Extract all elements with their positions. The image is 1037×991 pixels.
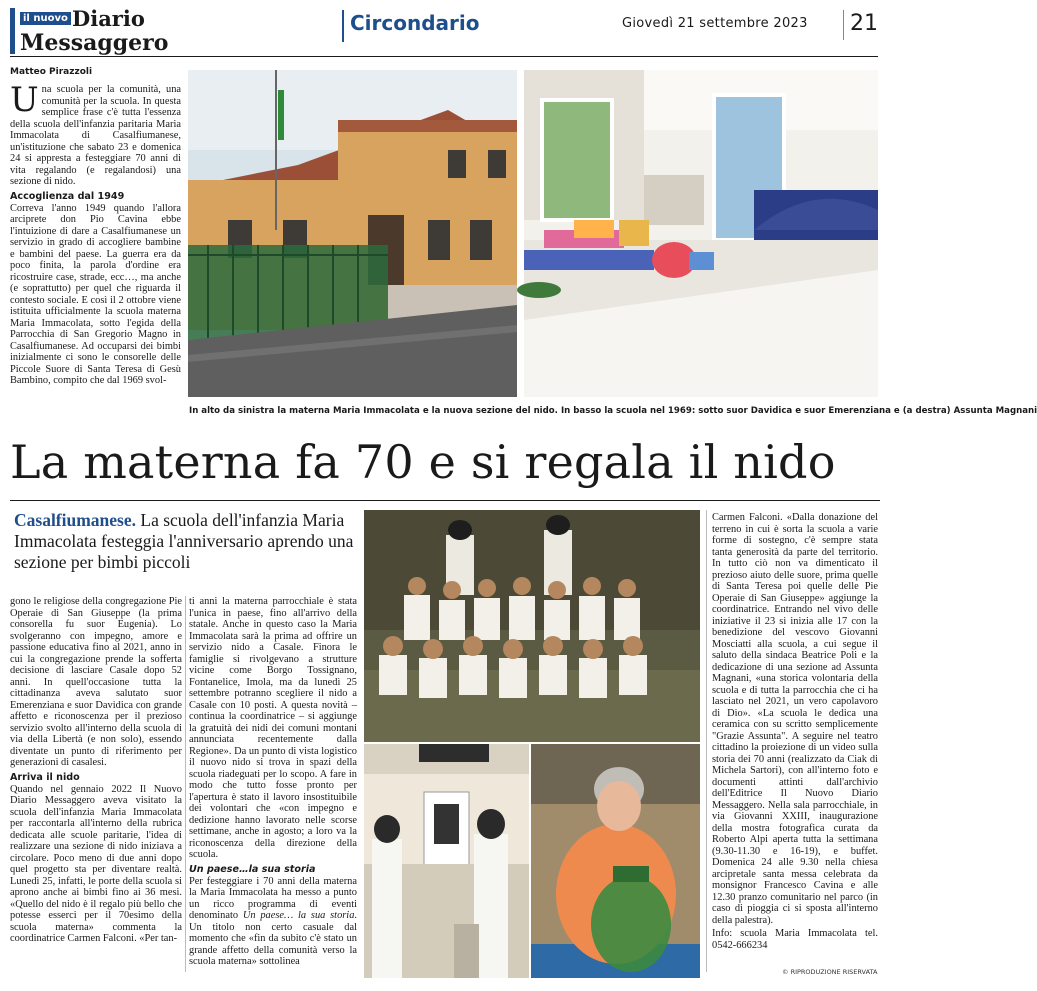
intro-column: [10, 80, 181, 422]
dropcap: U: [10, 80, 39, 120]
col2-p2b: . Un titolo non certo casuale dal momento che «fin da subito c'è stato un grande affetto della comunità verso la scuola materna» sottolinea: [189, 910, 357, 967]
subheading-storia: Un paese…la sua storia: [189, 863, 316, 875]
col2-p2em: Un paese… la sua storia: [242, 910, 355, 921]
col1-paragraph-2: Quando nel gennaio 2022 Il Nuovo Diario Messaggero aveva visitato la scuola dell'infanzia Maria Immacolata per raccontarla all'interno della rubrica dedicata alle scuole paritarie, l'idea di realizzare una sezione di nido iniziava a circolare. Poco meno di due anni dopo quel progetto sta per diventare realtà. Lunedì 25, infatti, le porte della scuola si aprono anche ai bimbi fino ai 36 mesi. «Quello del nido è il regalo più bello che potesse esserci per il 70esimo della scuola materna» commenta la coordinatrice Carmen Falconi. «Per tan-: [10, 783, 182, 944]
class-1969-illustration: [364, 510, 700, 742]
masthead-small: il nuovo: [20, 12, 71, 25]
photo-nido-room: [524, 70, 878, 397]
subheadline-text: La scuola dell'infanzia Maria Immacolata festeggia l'anniversario aprendo una sezione per bimbi piccoli: [14, 510, 354, 572]
page-separator: [843, 10, 844, 40]
masthead-diario: Diario: [72, 6, 145, 31]
col2-paragraph-2: [189, 876, 357, 968]
column-2: [189, 596, 357, 972]
nuns-illustration: [364, 744, 529, 978]
subheading-nido: Arriva il nido: [10, 771, 80, 783]
section-separator: [342, 10, 344, 42]
col3-paragraph-1: Carmen Falconi. «Dalla donazione del terreno in cui è sorta la scuola a varie forme di sostegno, c'è sempre stata tanta generosità da parte del territorio. In tutto ciò non va dimenticato il prezioso aiuto delle suore, prima quelle di Santa Teresa poi quelle delle Pie Operaie di San Giuseppe» aggiunge la coordinatrice. Entrando nel vivo delle iniziative il 23 si inizia alle 17 con la benedizione del vescovo Giovanni Mosciatti alla scuola, a cui segue il saluto della sindaca Beatrice Poli e la dedicazione di una sezione ad Assunta Magnani, «una storica volontaria della scuola e di tutta la parrocchia che ci ha lasciato nel 2021, un vero capolavoro di Dio». «La scuola le dedica una ceramica con su scritto semplicemente "Grazie Assunta". A seguire nel teatro cittadino la proiezione di un video sulla storia dei 70 anni (realizzato da Ciak di Michela Sartori), con all'interno foto e documenti attinti dall'archivio dell'Editrice Il Nuovo Diario Messaggero. Nella sala parrocchiale, in via Giovanni XXIII, inaugurazione della mostra fotografica curata da Roberto Alpi aperta tutta la settimana (9.30-11.30 e 16-19), e buffet. Domenica 24 alle 9.30 nella chiesa arcipretale santa messa celebrata da monsignor Francesco Cavina e alle 12.30 pranzo comunitario nel parco (in caso di pioggia ci si sposta all'interno della palestra).: [712, 512, 878, 926]
photo-nuns: [364, 744, 529, 978]
accoglienza-text: Correva l'anno 1949 quando l'allora arciprete don Pio Cavina ebbe l'intuizione di dare a Casalfiumanese un servizio in grado di accogliere bambine e bambini del paese. La guerra era da poco finita, la parola d'ordine era ricostruire case, strade, ecc…, ma anche (e soprattutto) per quel che riguarda il contesto sociale. E così il 2 ottobre viene istituita ufficialmente la scuola materna Maria Immacolata, sotto l'egida della Parrocchia di San Gregorio Magno in Casalfiumanese. Ad occuparsi dei bimbi inizialmente ci sono le consorelle delle Piccole Suore di Santa Teresa di Gesù Bambino, compito che dal 1969 svol-: [10, 202, 181, 386]
subheadline: [14, 510, 359, 573]
section-title: Circondario: [350, 11, 480, 35]
headline: La materna fa 70 e si regala il nido: [10, 435, 836, 489]
column-rule-1: [185, 596, 186, 972]
masthead-bar: [10, 8, 15, 54]
page-number: 21: [850, 11, 878, 36]
subheading-accoglienza: Accoglienza dal 1949: [10, 190, 125, 202]
subheadline-place: Casalfiumanese.: [14, 510, 137, 530]
column-1: [10, 596, 182, 972]
header-rule: [10, 56, 878, 57]
photo-caption: In alto da sinistra la materna Maria Immacolata e la nuova sezione del nido. In basso la scuola nel 1969: sotto suor Davidica e suor Emerenziana e (a destra) Assunta Magnani: [189, 406, 1037, 416]
headline-rule: [10, 500, 880, 501]
assunta-illustration: [531, 744, 700, 978]
masthead-logo: [10, 8, 170, 56]
photo-assunta: [531, 744, 700, 978]
photo-1969-class: [364, 510, 700, 742]
copyright-notice: © RIPRODUZIONE RISERVATA: [782, 968, 878, 976]
column-rule-2: [706, 510, 707, 972]
col3-info: Info: scuola Maria Immacolata tel. 0542-666234: [712, 928, 878, 951]
col2-p2a: Per festeggiare i 70 anni della materna la Maria Immacolata ha messo a punto un ricco programma di eventi denominato: [189, 875, 357, 921]
column-3: [712, 512, 878, 964]
photo-school-building: [188, 70, 517, 397]
col2-paragraph-1: ti anni la materna parrocchiale è stata l'unica in paese, fino all'arrivo della statale. Anche in questo caso la Maria Immacolata sarà la prima ad offrire un servizio nido a Casale. Finora le famiglie si rivolgevano a strutture vicine come Borgo Tossignano, Fontanelice, Imola, ma da lunedì 25 settembre potranno scegliere il nido a Casale con 10 posti. A questa novità – continua la coordinatrice – si aggiunge la gratuità dei nidi dei comuni montani annunciata recentemente dalla Regione». Da un punto di vista logistico il nuovo nido si trova in spazi della scuola riadeguati per lo scopo. A fare in modo che tutto fosse pronto per l'apertura è stato il lavoro insostituibile dei volontari che «con impegno e dedizione hanno lavorato nelle scorse settimane, anche in agosto; a loro va la riconoscenza della direzione della scuola.: [189, 596, 357, 860]
intro-text: na scuola per la comunità, una comunità per la scuola. In questa semplice frase c'è tutta l'essenza della scuola dell'infanzia paritaria Maria Immacolata di Casalfiumanese, un'istituzione che sabato 23 e domenica 24 si appresta a festeggiare 70 anni di vita regalando (e regalandosi) una sezione di nido.: [10, 84, 181, 187]
col1-paragraph-1: gono le religiose della congregazione Pie Operaie di San Giuseppe (la prima consorella fu suor Eugenia). Lo svolgeranno con impegno, amore e passione educativa fino al 2021, anno in cui la congregazione prende la sofferta decisione di lasciare Casale dopo 52 anni. In quell'occasione tutta la cittadinanza aveva salutato suor Emerenziana e suor Davidica con grande affetto e riconoscenza per il prezioso servizio svolto all'interno della scuola di via della Libertà (e non solo), essendo diventate un punto di riferimento per generazioni di casalesi.: [10, 596, 182, 768]
school-building-illustration: [188, 70, 517, 397]
byline: Matteo Pirazzoli: [10, 67, 93, 77]
nido-room-illustration: [524, 70, 878, 397]
issue-date: Giovedì 21 settembre 2023: [622, 16, 808, 31]
masthead-messaggero: Messaggero: [20, 30, 169, 56]
intro-paragraph: [10, 80, 181, 188]
